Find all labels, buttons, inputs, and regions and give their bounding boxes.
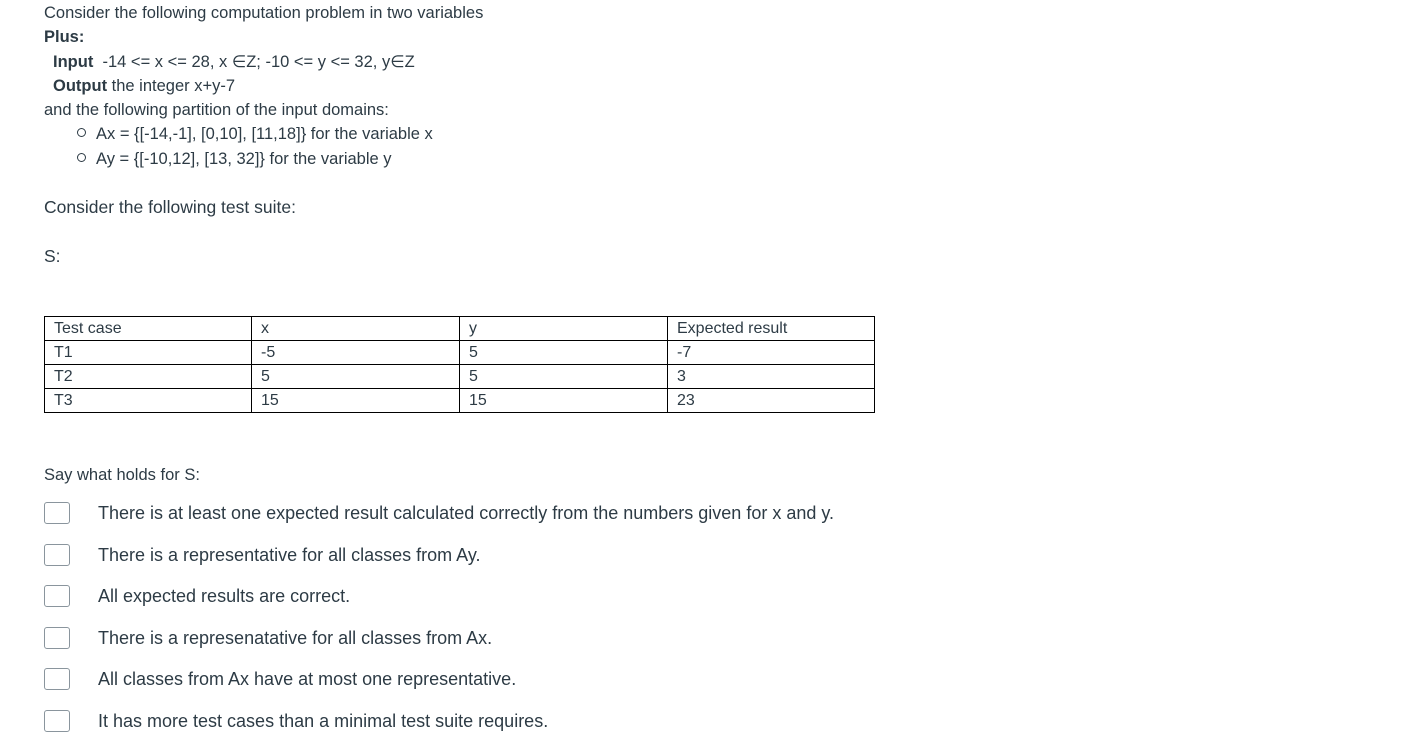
problem-name: Plus:	[44, 28, 85, 46]
option-checkbox[interactable]	[44, 585, 70, 607]
option-label[interactable]: There is a representative for all classes from Ay.	[98, 545, 481, 565]
suite-intro: Consider the following test suite:	[44, 197, 296, 217]
output-text: the integer x+y-7	[111, 77, 236, 95]
bullet-circle-icon	[77, 153, 86, 162]
table-cell: 5	[252, 365, 460, 389]
option-checkbox[interactable]	[44, 668, 70, 690]
table-header-cell: y	[460, 317, 668, 341]
table-cell: -5	[252, 341, 460, 365]
table-header-row	[45, 317, 875, 341]
table-cell: T3	[45, 389, 252, 413]
option-label[interactable]: All classes from Ax have at most one representative.	[98, 669, 517, 689]
suite-name: S:	[44, 246, 61, 266]
input-label: Input	[53, 53, 94, 71]
table-cell: 5	[460, 365, 668, 389]
bullet-circle-icon	[77, 128, 86, 137]
output-label: Output	[53, 77, 108, 95]
table-cell: T2	[45, 365, 252, 389]
option-label[interactable]: There is a represenatative for all classes from Ax.	[98, 628, 493, 648]
option-checkbox[interactable]	[44, 627, 70, 649]
partition-intro: and the following partition of the input domains:	[44, 101, 389, 119]
table-cell: 5	[460, 341, 668, 365]
option-checkbox[interactable]	[44, 502, 70, 524]
option-checkbox[interactable]	[44, 544, 70, 566]
problem-intro: Consider the following computation problem in two variables	[44, 4, 484, 22]
table-header-cell: x	[252, 317, 460, 341]
partition-ay-text: Ay = {[-10,12], [13, 32]} for the variable y	[96, 150, 392, 168]
partition-ay	[77, 150, 392, 169]
table-cell: -7	[668, 341, 875, 365]
table-header-cell: Test case	[45, 317, 252, 341]
table-cell: 3	[668, 365, 875, 389]
table-cell: 15	[252, 389, 460, 413]
option-label[interactable]: All expected results are correct.	[98, 586, 351, 606]
question-text: Say what holds for S:	[44, 466, 200, 484]
partition-ax	[77, 125, 433, 144]
partition-ax-text: Ax = {[-14,-1], [0,10], [11,18]} for the variable x	[96, 125, 433, 143]
table-row	[45, 365, 875, 389]
table-cell: 23	[668, 389, 875, 413]
table-header-cell: Expected result	[668, 317, 875, 341]
option-checkbox[interactable]	[44, 710, 70, 732]
table-cell: T1	[45, 341, 252, 365]
table-cell: 15	[460, 389, 668, 413]
problem-input	[53, 52, 415, 72]
table-row	[45, 389, 875, 413]
input-text: -14 <= x <= 28, x ∈Z; -10 <= y <= 32, y∈Z	[102, 53, 415, 71]
problem-output	[53, 77, 235, 96]
option-label[interactable]: There is at least one expected result calculated correctly from the numbers given for x and y.	[98, 503, 835, 523]
test-suite-table	[44, 316, 875, 413]
table-row	[45, 341, 875, 365]
option-label[interactable]: It has more test cases than a minimal test suite requires.	[98, 711, 549, 731]
